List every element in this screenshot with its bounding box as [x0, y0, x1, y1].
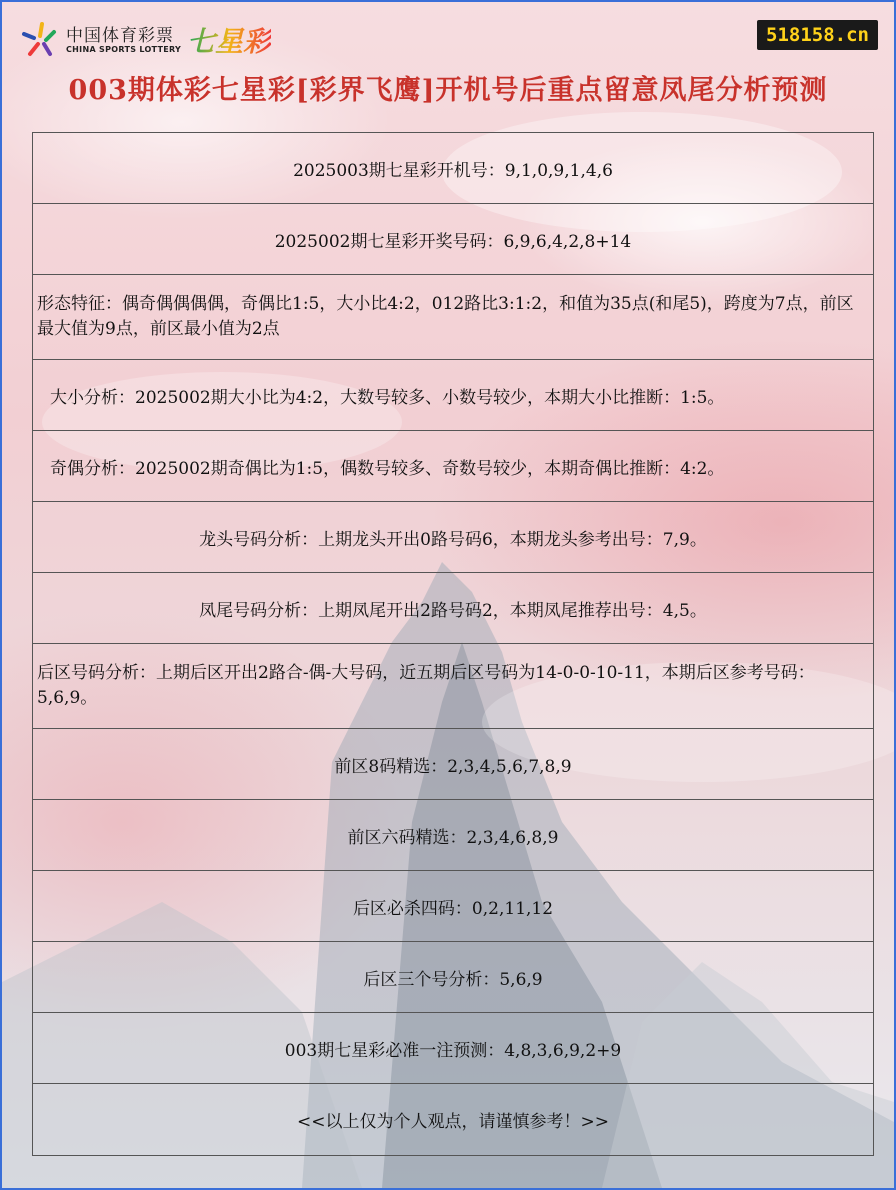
lottery-star-logo-icon: [20, 20, 60, 60]
table-row: <<以上仅为个人观点，请谨慎参考！>>: [297, 1112, 609, 1132]
table-row: 003期七星彩必准一注预测：4,8,3,6,9,2+9: [33, 1013, 873, 1084]
prediction-table: [32, 132, 874, 1156]
china-sports-lottery-logo: [20, 20, 271, 60]
table-row: 后区三个号分析：5,6,9: [33, 942, 873, 1013]
table-row: 大小分析：2025002期大小比为4:2，大数号较多、小数号较少，本期大小比推断：1:5。: [33, 360, 873, 431]
table-row: 前区8码精选：2,3,4,5,6,7,8,9: [33, 729, 873, 800]
table-row: 后区必杀四码：0,2,11,12: [33, 871, 873, 942]
game-name-logo: 七星彩: [187, 20, 271, 60]
logo-chinese-name: 中国体育彩票: [66, 25, 174, 46]
table-row: 2025003期七星彩开机号：9,1,0,9,1,4,6: [33, 133, 873, 204]
table-row: 前区六码精选：2,3,4,6,8,9: [33, 800, 873, 871]
table-row: 形态特征：偶奇偶偶偶偶，奇偶比1:5，大小比4:2，012路比3:1:2，和值为35点(和尾5)，跨度为7点，前区最大值为9点，前区最小值为2点: [33, 275, 873, 360]
table-row: 龙头号码分析：上期龙头开出0路号码6，本期龙头参考出号：7,9。: [33, 502, 873, 573]
table-row: 凤尾号码分析：上期凤尾开出2路号码2，本期凤尾推荐出号：4,5。: [33, 573, 873, 644]
table-row: 奇偶分析：2025002期奇偶比为1:5，偶数号较多、奇数号较少，本期奇偶比推断：4:2。: [33, 431, 873, 502]
site-badge[interactable]: 518158.cn: [757, 20, 878, 50]
header: [2, 2, 894, 72]
logo-english-name: CHINA SPORTS LOTTERY: [66, 44, 182, 54]
table-row: 2025002期七星彩开奖号码：6,9,6,4,2,8+14: [33, 204, 873, 275]
page-title: 003期体彩七星彩[彩界飞鹰]开机号后重点留意凤尾分析预测: [68, 75, 828, 106]
table-row: 后区号码分析：上期后区开出2路合-偶-大号码，近五期后区号码为14-0-0-10-11，本期后区参考号码：5,6,9。: [33, 644, 873, 729]
